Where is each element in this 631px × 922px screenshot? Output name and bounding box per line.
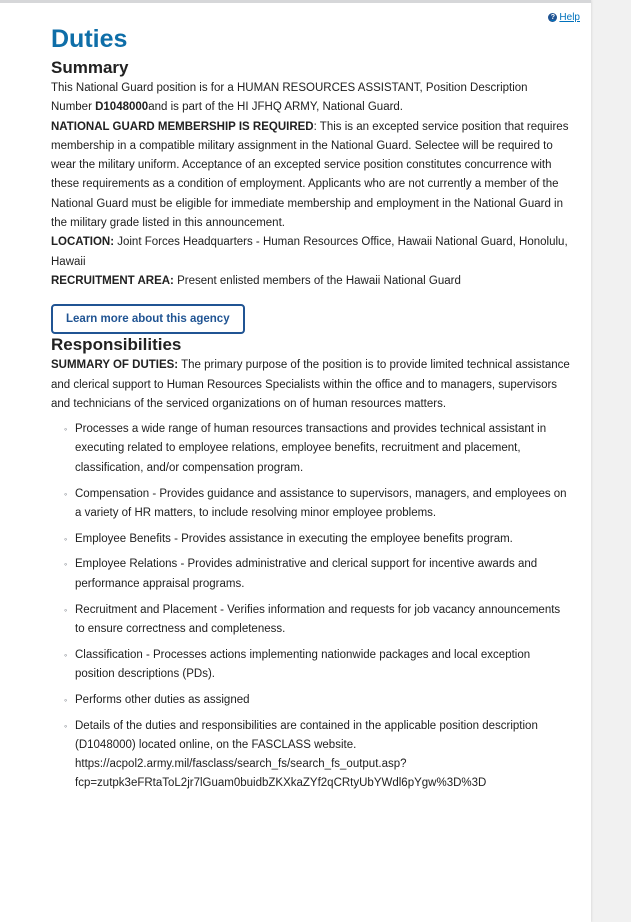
list-item (64, 646, 571, 685)
bullet-icon: ◦ (64, 488, 68, 499)
list-item (64, 555, 571, 594)
bullet-icon: ◦ (64, 424, 68, 435)
duty-text: Compensation - Provides guidance and assistance to supervisors, managers, and employees on a variety of HR matters, to include resolving minor employee problems. (75, 487, 567, 519)
membership-requirement-text (51, 118, 571, 234)
membership-label: NATIONAL GUARD MEMBERSHIP IS REQUIRED (51, 120, 314, 133)
list-item (64, 485, 571, 524)
summary-of-duties-text (51, 356, 571, 414)
recruitment-area-text (51, 272, 571, 291)
membership-body: : This is an excepted service position that requires membership in a compatible military assignment in the National Guard. Selectee will be required to wear the military uniform. Acceptance of an excepted service position constitutes concurrence with these requirements as a condition of employment. Applicants who are not currently a member of the National Guard must be eligible for immediate membership and employment in the National Guard in the military grade listed in this announcement. (51, 120, 569, 230)
help-label: Help (559, 12, 580, 23)
list-item (64, 717, 571, 794)
duties-content (51, 21, 571, 800)
responsibilities-heading: Responsibilities (51, 335, 182, 355)
help-circle-icon: ? (548, 13, 557, 22)
summary-position-text (51, 79, 571, 118)
bullet-icon: ◦ (64, 533, 68, 544)
duties-list (51, 420, 571, 794)
duty-text: Recruitment and Placement - Verifies information and requests for job vacancy announcements to ensure correctness and completeness. (75, 603, 561, 635)
list-item (64, 530, 571, 549)
bullet-icon: ◦ (64, 649, 68, 660)
bullet-icon: ◦ (64, 559, 68, 570)
list-item (64, 420, 571, 478)
summary-of-duties-label: SUMMARY OF DUTIES: (51, 359, 179, 372)
recruitment-area-value: Present enlisted members of the Hawaii National Guard (173, 274, 461, 287)
page-title: Duties (51, 25, 128, 53)
position-description-number: D1048000 (95, 101, 149, 114)
summary-of-duties-body: The primary purpose of the position is to provide limited technical assistance and clerical support to Human Resources Specialists within the office and to managers, supervisors and technicians of the serviced organizations on of human resources matters. (51, 359, 570, 410)
location-text (51, 233, 571, 272)
location-label: LOCATION: (51, 236, 115, 249)
duty-text: Classification - Processes actions implementing nationwide packages and local exception position descriptions (PDs). (75, 648, 531, 680)
bullet-icon: ◦ (64, 694, 68, 705)
summary-position-pre: This National Guard position is for a HUMAN RESOURCES ASSISTANT, Position Description Number (51, 82, 528, 114)
learn-more-agency-button[interactable]: Learn more about this agency (51, 304, 245, 334)
summary-position-post: and is part of the HI JFHQ ARMY, National Guard. (148, 101, 404, 114)
duty-text: Employee Benefits - Provides assistance in executing the employee benefits program. (75, 532, 513, 545)
list-item (64, 691, 571, 710)
recruitment-area-label: RECRUITMENT AREA: (51, 274, 174, 287)
summary-heading: Summary (51, 58, 129, 77)
duty-text: Employee Relations - Provides administrative and clerical support for incentive awards and performance appraisal programs. (75, 558, 538, 590)
bullet-icon: ◦ (64, 720, 68, 731)
duty-text: Details of the duties and responsibilities are contained in the applicable position description (D1048000) located online, on the FASCLASS website. https://acpol2.army.mil/fasclass/search_fs/search_fs_output.asp?fcp=zutpk3eFRtaToL2jr7lGuam0buidbZKXkaZYf2qCRtyUbYWdl6pYgw%3D%3D (75, 719, 538, 790)
duty-text: Performs other duties as assigned (75, 693, 250, 706)
location-value: Joint Forces Headquarters - Human Resources Office, Hawaii National Guard, Honolulu, Hawaii (51, 236, 568, 268)
list-item (64, 601, 571, 640)
bullet-icon: ◦ (64, 604, 68, 615)
duty-text: Processes a wide range of human resources transactions and provides technical assistant in executing related to employee relations, employee benefits, recruitment and placement, classification, and/or compensation program. (75, 423, 547, 474)
